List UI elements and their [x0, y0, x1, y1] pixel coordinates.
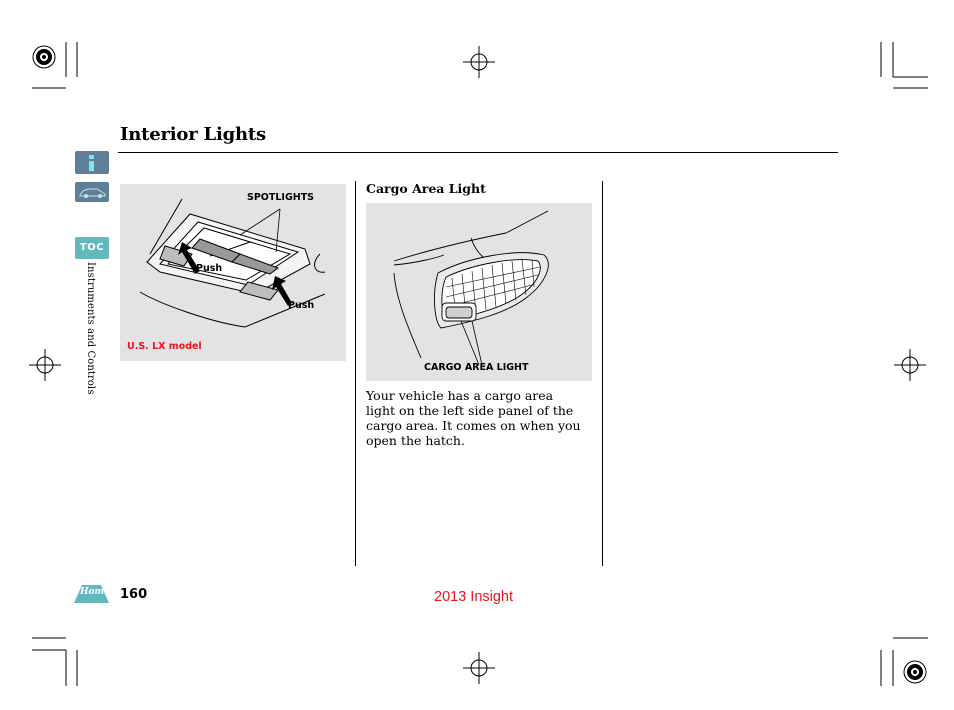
home-label: Home: [80, 587, 110, 597]
cargo-light-callout: CARGO AREA LIGHT: [424, 362, 529, 373]
spotlights-callout: SPOTLIGHTS: [247, 192, 315, 203]
toc-button[interactable]: TOC: [75, 237, 109, 259]
page-number: 160: [120, 587, 148, 602]
title-rule: [118, 152, 838, 153]
info-button[interactable]: [75, 151, 109, 174]
car-icon: [75, 182, 109, 202]
info-icon: [75, 151, 109, 174]
page-title: Interior Lights: [120, 124, 266, 145]
cargo-heading: Cargo Area Light: [366, 181, 486, 196]
column-divider-left: [355, 181, 356, 566]
overhead-console-illustration: [120, 184, 346, 361]
cargo-light-figure: [366, 203, 592, 381]
cargo-description: Your vehicle has a cargo area light on the left side panel of the cargo area. It comes on when you open the hatch.: [366, 388, 581, 448]
push-label-left: Push: [196, 263, 223, 274]
home-button[interactable]: [73, 582, 110, 604]
column-divider-right: [602, 181, 603, 566]
spotlights-figure: [120, 184, 346, 361]
cargo-panel-illustration: [366, 203, 592, 381]
model-note: U.S. LX model: [127, 341, 202, 352]
push-label-right: Push: [288, 300, 315, 311]
vehicle-index-button[interactable]: [75, 182, 109, 202]
model-label: 2013 Insight: [434, 589, 514, 605]
chapter-side-label: Instruments and Controls: [85, 262, 96, 395]
